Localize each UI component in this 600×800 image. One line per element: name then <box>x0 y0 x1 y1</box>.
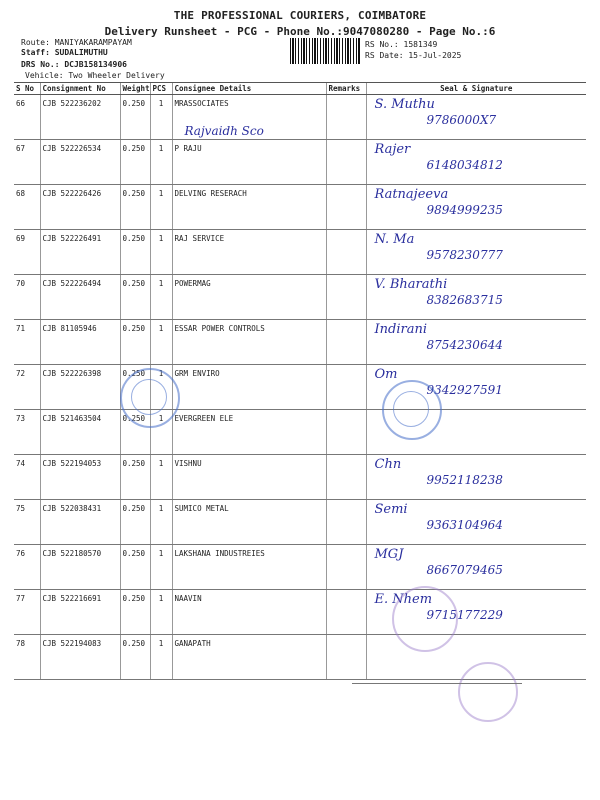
signature: Rajer <box>374 142 411 157</box>
row-sno <box>14 500 40 545</box>
row-consignment-no <box>40 230 120 275</box>
runsheet-subtitle: Delivery Runsheet - PCG - Phone No.:9047080280 - Page No.:6 <box>104 25 496 38</box>
bottom-signature-line <box>352 683 522 684</box>
row-sno-text: 74 <box>16 459 26 468</box>
row-remarks <box>326 455 366 500</box>
row-consignment-no <box>40 545 120 590</box>
row-consignee-text: ESSAR POWER CONTROLS <box>174 324 265 333</box>
row-weight-text: 0.250 <box>122 144 146 153</box>
row-consignee <box>172 320 326 365</box>
row-sno <box>14 365 40 410</box>
table-row <box>14 590 586 635</box>
row-weight-text: 0.250 <box>122 369 146 378</box>
rs-no-value: 1581349 <box>403 40 438 49</box>
row-sno-text: 69 <box>16 234 26 243</box>
row-sno-text: 70 <box>16 279 26 288</box>
row-consignment-no-text: CJB 522226426 <box>42 189 102 198</box>
row-pcs <box>150 590 172 635</box>
row-remarks <box>326 365 366 410</box>
row-pcs <box>150 140 172 185</box>
table-row <box>14 275 586 320</box>
row-consignee-text: P RAJU <box>174 144 202 153</box>
row-pcs-text: 1 <box>158 504 164 513</box>
row-signature <box>366 230 586 275</box>
row-consignment-no <box>40 500 120 545</box>
handwritten-phone: 9578230777 <box>426 248 503 262</box>
row-signature <box>366 500 586 545</box>
handwritten-phone: 9786000X7 <box>426 113 497 127</box>
row-sno-text: 76 <box>16 549 26 558</box>
row-signature <box>366 275 586 320</box>
row-pcs-text: 1 <box>158 549 164 558</box>
row-sno-text: 66 <box>16 99 26 108</box>
seal-stamp-inner <box>131 379 167 415</box>
row-sno-text: 72 <box>16 369 26 378</box>
row-weight-text: 0.250 <box>122 234 146 243</box>
vehicle-label: Vehicle: <box>25 71 64 80</box>
row-sno <box>14 230 40 275</box>
signature: N. Ma <box>374 232 415 247</box>
row-remarks <box>326 590 366 635</box>
row-remarks <box>326 635 366 680</box>
row-weight <box>120 185 150 230</box>
row-pcs-text: 1 <box>158 144 164 153</box>
row-pcs-text: 1 <box>158 639 164 648</box>
signature: Ratnajeeva <box>374 187 449 202</box>
row-pcs-text: 1 <box>158 594 164 603</box>
seal-stamp <box>458 662 518 722</box>
row-sno <box>14 590 40 635</box>
row-consignment-no <box>40 320 120 365</box>
row-pcs <box>150 545 172 590</box>
row-sno <box>14 185 40 230</box>
table-row <box>14 500 586 545</box>
row-weight <box>120 455 150 500</box>
row-consignment-no <box>40 275 120 320</box>
col-consignment: Consignment No <box>40 83 120 95</box>
company-title: THE PROFESSIONAL COURIERS, COIMBATORE <box>173 9 427 22</box>
signature: V. Bharathi <box>374 277 448 292</box>
table-row <box>14 185 586 230</box>
row-sno <box>14 95 40 140</box>
row-consignee <box>172 635 326 680</box>
row-weight <box>120 545 150 590</box>
row-pcs <box>150 500 172 545</box>
row-sno <box>14 140 40 185</box>
row-weight <box>120 500 150 545</box>
row-weight-text: 0.250 <box>122 459 146 468</box>
row-consignment-no-text: CJB 522216691 <box>42 594 102 603</box>
handwritten-note: Rajvaidh Sco <box>184 124 264 138</box>
col-sno: S No <box>14 83 40 95</box>
vehicle-value: Two Wheeler Delivery <box>68 71 165 80</box>
signature: S. Muthu <box>374 97 435 112</box>
row-weight-text: 0.250 <box>122 414 146 423</box>
row-pcs-text: 1 <box>158 414 164 423</box>
row-remarks <box>326 230 366 275</box>
row-consignee <box>172 230 326 275</box>
row-consignment-no <box>40 95 120 140</box>
row-consignment-no-text: CJB 522236202 <box>42 99 102 108</box>
row-sno-text: 73 <box>16 414 26 423</box>
row-remarks <box>326 320 366 365</box>
row-consignee <box>172 590 326 635</box>
row-weight <box>120 230 150 275</box>
row-signature <box>366 140 586 185</box>
row-consignment-no-text: CJB 522038431 <box>42 504 102 513</box>
col-pcs: PCS <box>150 83 172 95</box>
table-row <box>14 365 586 410</box>
row-consignment-no <box>40 365 120 410</box>
staff-line <box>21 48 108 57</box>
row-consignment-no-text: CJB 521463504 <box>42 414 102 423</box>
row-pcs <box>150 635 172 680</box>
col-weight: Weight <box>120 83 150 95</box>
rs-date-line <box>365 51 461 60</box>
runsheet-table <box>14 82 586 680</box>
row-consignment-no <box>40 455 120 500</box>
row-pcs-text: 1 <box>158 234 164 243</box>
seal-stamp <box>392 586 458 652</box>
table-row <box>14 320 586 365</box>
row-weight <box>120 95 150 140</box>
row-remarks <box>326 410 366 455</box>
row-sno-text: 68 <box>16 189 26 198</box>
route-line <box>21 38 132 47</box>
row-sno <box>14 320 40 365</box>
row-weight-text: 0.250 <box>122 504 146 513</box>
rs-no-label: RS No.: <box>365 40 399 49</box>
handwritten-phone: 8382683715 <box>426 293 503 307</box>
row-consignee-text: MRASSOCIATES <box>174 99 229 108</box>
row-remarks <box>326 185 366 230</box>
table-row <box>14 95 586 140</box>
row-consignee-text: NAAVIN <box>174 594 202 603</box>
row-sno <box>14 275 40 320</box>
row-consignee-text: GANAPATH <box>174 639 211 648</box>
handwritten-phone: 8754230644 <box>426 338 503 352</box>
row-consignee <box>172 365 326 410</box>
row-signature <box>366 455 586 500</box>
row-pcs-text: 1 <box>158 99 164 108</box>
table-row <box>14 455 586 500</box>
rs-date-label: RS Date: <box>365 51 404 60</box>
row-pcs <box>150 320 172 365</box>
row-weight-text: 0.250 <box>122 594 146 603</box>
vehicle-line <box>25 71 165 80</box>
row-signature <box>366 545 586 590</box>
row-pcs <box>150 230 172 275</box>
handwritten-phone: 9342927591 <box>426 383 503 397</box>
row-weight-text: 0.250 <box>122 99 146 108</box>
handwritten-phone: 9894999235 <box>426 203 503 217</box>
row-consignment-no-text: CJB 81105946 <box>42 324 97 333</box>
row-consignment-no-text: CJB 522194053 <box>42 459 102 468</box>
row-consignment-no-text: CJB 522226491 <box>42 234 102 243</box>
row-sno <box>14 545 40 590</box>
drs-label: DRS No.: <box>21 60 60 69</box>
row-consignee <box>172 275 326 320</box>
row-remarks <box>326 275 366 320</box>
staff-label: Staff: <box>21 48 50 57</box>
route-label: Route: <box>21 38 50 47</box>
row-sno <box>14 635 40 680</box>
row-weight-text: 0.250 <box>122 279 146 288</box>
row-consignment-no-text: CJB 522194083 <box>42 639 102 648</box>
handwritten-phone: 6148034812 <box>426 158 503 172</box>
row-pcs <box>150 275 172 320</box>
row-consignee-text: EVERGREEN ELE <box>174 414 234 423</box>
row-consignment-no-text: CJB 522226398 <box>42 369 102 378</box>
signature: Semi <box>374 502 408 517</box>
row-sno-text: 75 <box>16 504 26 513</box>
row-consignment-no-text: CJB 522180570 <box>42 549 102 558</box>
row-consignment-no <box>40 590 120 635</box>
row-consignment-no <box>40 140 120 185</box>
row-sno-text: 71 <box>16 324 26 333</box>
signature: Om <box>374 367 398 382</box>
row-weight-text: 0.250 <box>122 549 146 558</box>
handwritten-phone: 9952118238 <box>426 473 503 487</box>
row-signature <box>366 95 586 140</box>
signature: E. Nhem <box>374 592 433 607</box>
row-consignee-text: VISHNU <box>174 459 202 468</box>
seal-stamp-inner <box>393 391 429 427</box>
row-weight <box>120 320 150 365</box>
row-consignee-text: RAJ SERVICE <box>174 234 225 243</box>
row-weight <box>120 590 150 635</box>
table-row <box>14 230 586 275</box>
row-pcs-text: 1 <box>158 324 164 333</box>
rs-date-value: 15-Jul-2025 <box>408 51 462 60</box>
row-sno-text: 67 <box>16 144 26 153</box>
row-signature <box>366 320 586 365</box>
row-pcs <box>150 95 172 140</box>
row-weight <box>120 635 150 680</box>
row-consignment-no-text: CJB 522226494 <box>42 279 102 288</box>
row-weight <box>120 140 150 185</box>
row-pcs-text: 1 <box>158 189 164 198</box>
handwritten-phone: 9715177229 <box>426 608 503 622</box>
table-header-row <box>14 83 586 95</box>
row-consignee-text: POWERMAG <box>174 279 211 288</box>
row-signature <box>366 185 586 230</box>
row-consignee <box>172 95 326 140</box>
row-pcs-text: 1 <box>158 369 164 378</box>
col-signature: Seal & Signature <box>366 83 586 95</box>
row-pcs-text: 1 <box>158 279 164 288</box>
staff-value: SUDALIMUTHU <box>54 48 108 57</box>
table-row <box>14 140 586 185</box>
row-remarks <box>326 500 366 545</box>
row-sno <box>14 410 40 455</box>
row-weight-text: 0.250 <box>122 189 146 198</box>
rs-no-line <box>365 40 437 49</box>
row-consignment-no <box>40 635 120 680</box>
row-consignee-text: SUMICO METAL <box>174 504 229 513</box>
row-consignee <box>172 545 326 590</box>
table-row <box>14 410 586 455</box>
drs-value: DCJB158134906 <box>64 60 127 69</box>
row-weight-text: 0.250 <box>122 639 146 648</box>
row-consignee <box>172 140 326 185</box>
handwritten-phone: 8667079465 <box>426 563 503 577</box>
row-consignee <box>172 410 326 455</box>
row-weight <box>120 275 150 320</box>
row-consignee-text: DELVING RESERACH <box>174 189 247 198</box>
row-consignee-text: GRM ENVIRO <box>174 369 220 378</box>
row-consignment-no <box>40 410 120 455</box>
handwritten-phone: 9363104964 <box>426 518 503 532</box>
col-consignee: Consignee Details <box>172 83 326 95</box>
row-sno-text: 78 <box>16 639 26 648</box>
signature: Indirani <box>374 322 427 337</box>
row-remarks <box>326 545 366 590</box>
route-value: MANIYAKARAMPAYAM <box>54 38 132 47</box>
row-pcs <box>150 455 172 500</box>
row-sno-text: 77 <box>16 594 26 603</box>
row-consignment-no-text: CJB 522226534 <box>42 144 102 153</box>
row-consignment-no <box>40 185 120 230</box>
drs-line <box>21 60 127 69</box>
row-consignee-text: LAKSHANA INDUSTREIES <box>174 549 265 558</box>
row-sno <box>14 455 40 500</box>
signature: MGJ <box>374 547 404 562</box>
row-remarks <box>326 140 366 185</box>
row-weight-text: 0.250 <box>122 324 146 333</box>
col-remarks: Remarks <box>326 83 366 95</box>
row-consignee <box>172 455 326 500</box>
row-pcs <box>150 185 172 230</box>
row-consignee <box>172 500 326 545</box>
row-pcs-text: 1 <box>158 459 164 468</box>
barcode <box>290 38 360 64</box>
row-consignee <box>172 185 326 230</box>
table-row <box>14 545 586 590</box>
signature: Chn <box>374 457 402 472</box>
